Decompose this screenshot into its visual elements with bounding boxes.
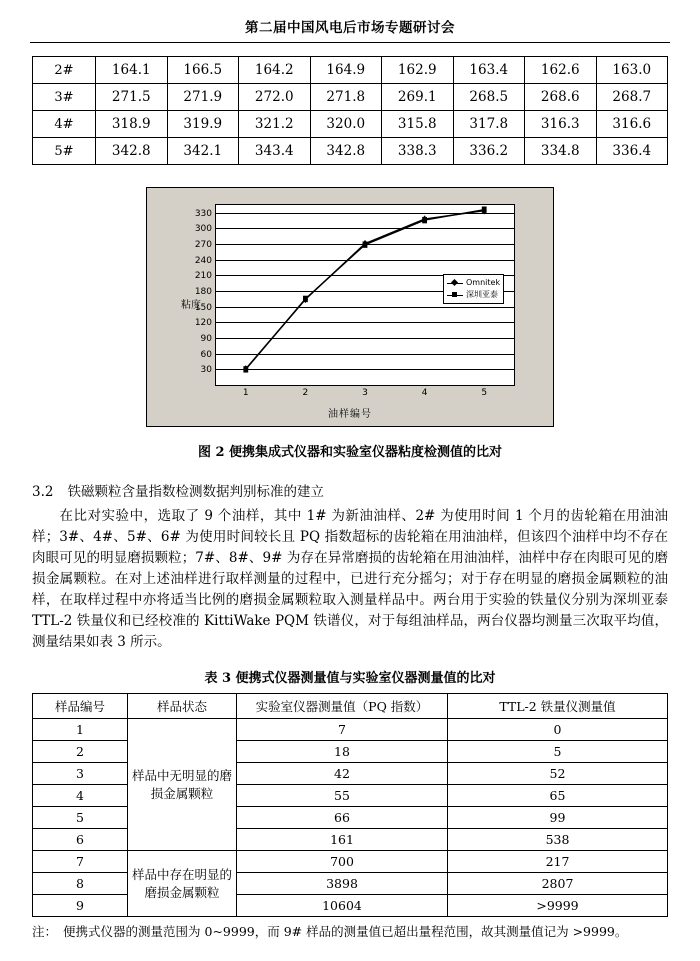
cell-ttl2-value: 538 — [448, 829, 668, 851]
chart-x-axis-title: 油样编号 — [328, 409, 372, 420]
cell: 271.5 — [96, 84, 168, 111]
chart-gridline — [194, 240, 514, 251]
column-header-sample-id: 样品编号 — [33, 694, 128, 719]
cell: 164.2 — [239, 57, 311, 84]
cell: 320.0 — [310, 111, 382, 138]
column-header-sample-status: 样品状态 — [128, 694, 237, 719]
chart-gridline — [200, 334, 514, 345]
row-label: 3# — [33, 84, 96, 111]
chart-y-tick-label: 240 — [194, 255, 212, 266]
cell: 315.8 — [382, 111, 454, 138]
row-label: 4# — [33, 111, 96, 138]
chart-y-tick-label: 90 — [200, 334, 212, 345]
chart-y-tick-label: 330 — [194, 208, 212, 219]
chart-x-tick-label: 5 — [481, 388, 488, 398]
chart-x-tick-label: 2 — [302, 388, 309, 398]
cell-sample-id: 1 — [33, 719, 128, 741]
chart-y-tick-label: 60 — [200, 349, 212, 360]
chart-y-tick-label: 300 — [194, 224, 212, 235]
cell: 268.6 — [525, 84, 597, 111]
cell-lab-value: 66 — [237, 807, 448, 829]
chart-y-tick-label: 30 — [200, 365, 212, 376]
cell: 272.0 — [239, 84, 311, 111]
chart-gridline — [200, 365, 514, 376]
chart-legend — [443, 274, 504, 304]
cell-sample-id: 7 — [33, 851, 128, 873]
cell-sample-status: 样品中存在明显的磨损金属颗粒 — [128, 851, 237, 917]
note-label: 注： — [32, 924, 58, 939]
chart-y-tick-label: 150 — [194, 302, 212, 313]
section-title-text: 铁磁颗粒含量指数检测数据判别标准的建立 — [67, 484, 324, 500]
page-header: 第二届中国风电后市场专题研讨会 — [245, 20, 455, 36]
cell: 321.2 — [239, 111, 311, 138]
table-row — [33, 851, 668, 873]
cell-lab-value: 42 — [237, 763, 448, 785]
chart-x-tick-label: 4 — [421, 388, 428, 398]
chart-y-tick-label: 270 — [194, 240, 212, 251]
cell: 342.1 — [167, 138, 239, 165]
legend-entry — [447, 289, 500, 301]
cell: 271.9 — [167, 84, 239, 111]
cell-lab-value: 3898 — [237, 873, 448, 895]
cell: 164.9 — [310, 57, 382, 84]
cell: 334.8 — [525, 138, 597, 165]
cell-sample-id: 2 — [33, 741, 128, 763]
cell: 268.5 — [453, 84, 525, 111]
cell: 336.4 — [596, 138, 668, 165]
cell: 164.1 — [96, 57, 168, 84]
measurement-comparison-table — [32, 693, 668, 917]
cell-sample-id: 8 — [33, 873, 128, 895]
cell: 163.4 — [453, 57, 525, 84]
cell-sample-id: 3 — [33, 763, 128, 785]
chart-y-tick-label: 180 — [194, 287, 212, 298]
cell-ttl2-value: 2807 — [448, 873, 668, 895]
chart-gridline — [200, 349, 514, 360]
cell-ttl2-value: 217 — [448, 851, 668, 873]
legend-label: Omnitek — [466, 278, 501, 287]
table-row — [33, 84, 668, 111]
cell-ttl2-value: 99 — [448, 807, 668, 829]
cell: 269.1 — [382, 84, 454, 111]
chart-y-tick-label: 210 — [194, 271, 212, 282]
cell: 336.2 — [453, 138, 525, 165]
viscosity-data-table — [32, 56, 668, 165]
cell-ttl2-value: 5 — [448, 741, 668, 763]
table-row — [33, 111, 668, 138]
row-label: 5# — [33, 138, 96, 165]
cell-lab-value: 7 — [237, 719, 448, 741]
cell: 342.8 — [96, 138, 168, 165]
cell: 268.7 — [596, 84, 668, 111]
chart-canvas — [146, 187, 554, 427]
cell: 316.6 — [596, 111, 668, 138]
cell: 163.0 — [596, 57, 668, 84]
measurement-table-wrapper — [32, 693, 668, 917]
cell-lab-value: 55 — [237, 785, 448, 807]
column-header-lab-value: 实验室仪器测量值（PQ 指数） — [237, 694, 448, 719]
cell: 343.4 — [239, 138, 311, 165]
table-note — [32, 923, 668, 941]
legend-marker-square-icon — [447, 295, 463, 296]
cell-ttl2-value: 0 — [448, 719, 668, 741]
section-number: 3.2 — [32, 484, 54, 500]
cell: 342.8 — [310, 138, 382, 165]
cell-sample-id: 6 — [33, 829, 128, 851]
cell-sample-id: 4 — [33, 785, 128, 807]
table-header-row — [33, 694, 668, 719]
cell: 318.9 — [96, 111, 168, 138]
cell-sample-status: 样品中无明显的磨损金属颗粒 — [128, 719, 237, 851]
cell: 319.9 — [167, 111, 239, 138]
cell-ttl2-value: >9999 — [448, 895, 668, 917]
cell: 271.8 — [310, 84, 382, 111]
cell: 166.5 — [167, 57, 239, 84]
figure-caption: 图 2 便携集成式仪器和实验室仪器粘度检测值的比对 — [197, 445, 503, 460]
cell-lab-value: 700 — [237, 851, 448, 873]
cell-ttl2-value: 52 — [448, 763, 668, 785]
cell-lab-value: 161 — [237, 829, 448, 851]
cell: 162.9 — [382, 57, 454, 84]
chart-gridline — [194, 318, 514, 329]
cell: 316.3 — [525, 111, 597, 138]
chart-gridline — [194, 255, 514, 266]
chart-data-point — [422, 217, 427, 223]
header-divider — [30, 42, 670, 43]
cell-sample-id: 9 — [33, 895, 128, 917]
cell-sample-id: 5 — [33, 807, 128, 829]
cell-lab-value: 18 — [237, 741, 448, 763]
column-header-ttl2-value: TTL-2 铁量仪测量值 — [448, 694, 668, 719]
table-row — [33, 57, 668, 84]
chart-y-tick-label: 120 — [194, 318, 212, 329]
legend-label: 深圳亚泰 — [466, 290, 498, 299]
table-caption: 表 3 便携式仪器测量值与实验室仪器测量值的比对 — [204, 671, 496, 686]
chart-gridline — [194, 208, 514, 219]
chart-gridline — [194, 224, 514, 235]
paragraph-text: 在比对实验中，选取了 9 个油样，其中 1# 为新油油样、2# 为使用时间 1 个月的齿轮箱在用油油样；3#、4#、5#、6# 为使用时间较长且 PQ 指数超标的齿轮箱在用油油样，但该四个油样中均不存在肉眼可见的明显磨损颗粒；7#、8#、9# 为存在异常磨损的齿轮箱在用油油样，油样中存在肉眼可见的磨损金属颗粒。在对上述油样进行取样测量的过程中，已进行充分摇匀；对于存在明显的磨损金属颗粒的油样，在取样过程中亦将适当比例的磨损金属颗粒取入测量样品中。两台用于实验的铁量仪分别为深圳亚泰 TTL-2 铁量仪和已经校准的 KittiWake PQM 铁谱仪，对于每组油样品，两台仪器均测量三次取平均值，测量结果如表 3 所示。 — [32, 508, 668, 650]
note-text: 便携式仪器的测量范围为 0~9999，而 9# 样品的测量值已超出量程范围，故其测量值记为 >9999。 — [63, 924, 628, 939]
cell-lab-value: 10604 — [237, 895, 448, 917]
row-label: 2# — [33, 57, 96, 84]
legend-entry — [447, 277, 500, 289]
chart-data-point — [303, 296, 308, 302]
cell: 338.3 — [382, 138, 454, 165]
chart-y-axis-title: 粘度 — [181, 300, 201, 311]
legend-marker-diamond-icon — [447, 283, 463, 284]
chart-x-tick-label: 3 — [362, 388, 368, 398]
cell-ttl2-value: 65 — [448, 785, 668, 807]
viscosity-comparison-chart-block — [0, 187, 700, 427]
table-row — [33, 719, 668, 741]
cell: 317.8 — [453, 111, 525, 138]
table-row — [33, 138, 668, 165]
chart-gridline — [194, 302, 514, 313]
chart-x-tick-label: 1 — [242, 388, 249, 398]
section-paragraph — [32, 506, 668, 653]
cell: 162.6 — [525, 57, 597, 84]
section-heading — [32, 480, 668, 500]
viscosity-data-table-wrapper — [32, 56, 668, 165]
